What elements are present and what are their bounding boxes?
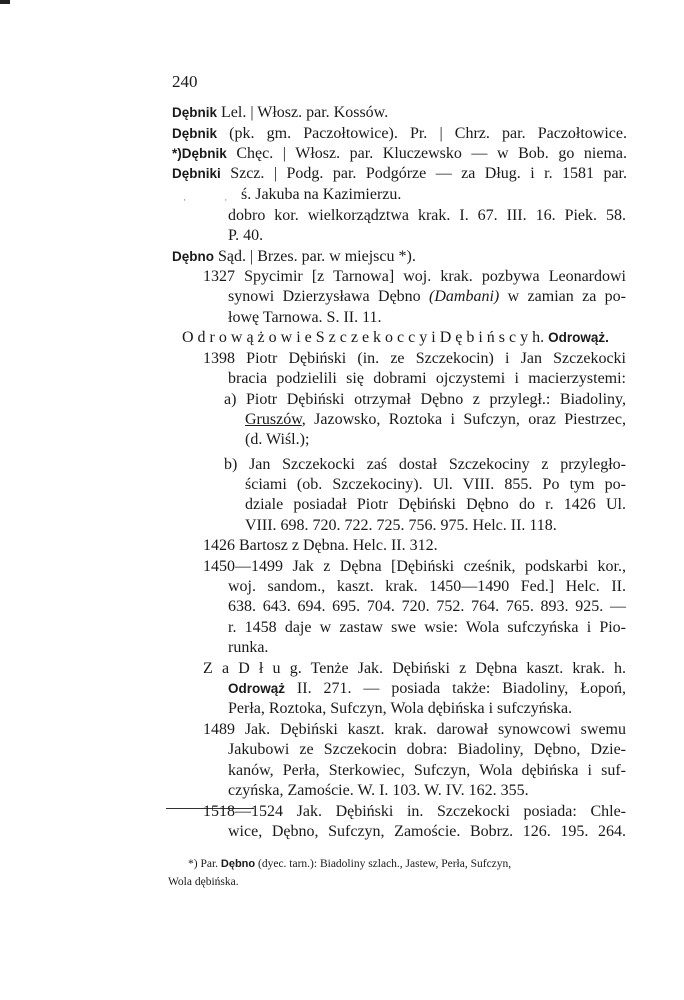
- entry-heading: Dębniki: [172, 166, 221, 181]
- text-run: kanów, Perła, Sterkowiec, Sufczyn, Wola dębińska i suf-: [228, 762, 626, 779]
- text-run: łowę Tarnowa. S. II. 11.: [228, 309, 382, 326]
- text-run: 638. 643. 694. 695. 704. 720. 752. 764. 765. 893. 925. —: [228, 598, 626, 615]
- body-line: [228, 619, 626, 637]
- text-run: Jakubowi ze Szczekocin dobra: Biadoliny, Dębno, Dzie-: [228, 741, 626, 758]
- text-run: Z a D ł u g. Tenże Jak. Dębiński z Dębna kaszt. krak. h.: [203, 660, 626, 677]
- body-line: [203, 268, 626, 286]
- text-run: (dyec. tarn.): Biadoliny szlach., Jastew, Perła, Sufczyn,: [255, 858, 512, 870]
- text-run: wice, Dębno, Sufczyn, Zamoście. Bobrz. 126. 195. 264.: [228, 823, 626, 840]
- text-run: Sąd. | Brzes. par. w miejscu *).: [214, 248, 416, 265]
- body-line: [203, 660, 626, 678]
- body-line: [182, 329, 609, 347]
- text-run: ś. Jakuba na Kazimierzu.: [241, 186, 402, 203]
- body-line: [228, 598, 626, 616]
- body-line: [203, 558, 626, 576]
- text-run: r. 1458 daje w zastaw swe wsie: Wola sufczyńska i Pio-: [228, 619, 626, 636]
- text-run: 1398 Piotr Dębiński (in. ze Szczekocin) i Jan Szczekocki: [203, 350, 626, 367]
- body-line: [172, 104, 388, 122]
- body-line: [228, 823, 626, 841]
- body-line: [172, 125, 627, 143]
- text-run: , Jazowsko, Roztoka i Sufczyn, oraz Piestrzec,: [301, 411, 626, 428]
- text-run: *) Par.: [188, 858, 221, 870]
- text-run: (d. Wiśl.);: [245, 431, 310, 448]
- body-line: [228, 700, 572, 718]
- text-run: VIII. 698. 720. 722. 725. 756. 975. Helc. II. 118.: [245, 517, 557, 534]
- text-run: P. 40.: [228, 227, 264, 244]
- body-line: [228, 309, 382, 327]
- body-line: [228, 288, 626, 306]
- ornament-dots: · ·: [183, 195, 246, 205]
- text-run: II. 271. — posiada także: Biadoliny, Łopoń,: [285, 680, 626, 697]
- body-line: [224, 391, 626, 409]
- underlined-text: Gruszów: [245, 411, 302, 428]
- text-run: woj. sandom., kaszt. krak. 1450—1490 Fed.] Helc. II.: [228, 578, 626, 595]
- body-line: [228, 227, 263, 245]
- body-line: [203, 721, 626, 739]
- entry-heading: Dębno: [172, 249, 214, 264]
- entry-heading: Odrowąż.: [548, 330, 609, 345]
- text-run: Chęc. | Włosz. par. Kluczewsko — w Bob. go niema.: [226, 145, 627, 162]
- body-line: [172, 248, 416, 266]
- body-line: [228, 639, 268, 657]
- text-run: 1489 Jak. Dębiński kaszt. krak. darował synowcowi swemu: [203, 721, 626, 738]
- body-line: [228, 578, 626, 596]
- footnote-line: [168, 876, 239, 888]
- text-run: Lel. | Włosz. par. Kossów.: [217, 104, 389, 121]
- entry-heading: Dębno: [220, 858, 256, 870]
- body-line: [203, 350, 626, 368]
- body-line: [172, 165, 627, 183]
- page-edge-mark: [0, 0, 10, 4]
- text-run: dziale posiadał Piotr Dębiński Dębno do r. 1426 Ul.: [245, 496, 626, 513]
- text-run: 1426 Bartosz z Dębna. Helc. II. 312.: [203, 537, 438, 554]
- text-run: runka.: [228, 639, 269, 656]
- text-run: synowi Dzierzysława Dębno: [228, 288, 430, 305]
- body-line: [203, 803, 626, 821]
- text-run: b) Jan Szczekocki zaś dostał Szczekociny z przyległo-: [224, 456, 626, 473]
- text-run: Perła, Roztoka, Sufczyn, Wola dębińska i sufczyńska.: [228, 700, 573, 717]
- body-line: [245, 431, 309, 449]
- body-line: [228, 762, 626, 780]
- text-run: czyńska, Zamoście. W. I. 103. W. IV. 162. 355.: [228, 782, 529, 799]
- text-run: Wola dębińska.: [168, 876, 239, 888]
- text-run: O d r o w ą ż o w i e S z c z e k o c c y i D ę b i ń s c y h.: [182, 329, 549, 346]
- body-line: [241, 186, 401, 204]
- body-line: [228, 782, 529, 800]
- body-line: [245, 496, 626, 514]
- body-line: [245, 517, 557, 535]
- text-run: a) Piotr Dębiński otrzymał Dębno z przyległ.: Biadoliny,: [224, 391, 626, 408]
- body-line: [228, 370, 626, 388]
- text-run: 1450—1499 Jak z Dębna [Dębiński cześnik, podskarbi kor.,: [203, 558, 626, 575]
- entry-heading: Dębnik: [172, 126, 218, 141]
- entry-heading: Odrowąż: [228, 681, 286, 696]
- page-number: 240: [172, 72, 198, 91]
- body-line: [228, 741, 626, 759]
- body-line: [203, 537, 438, 555]
- body-line: [245, 411, 626, 429]
- footnote-line: [188, 858, 626, 870]
- body-line: [224, 456, 626, 474]
- body-line: [245, 476, 626, 494]
- body-line: [228, 207, 626, 225]
- text-run: dobro kor. wielkorządztwa krak. I. 67. III. 16. Piek. 58.: [228, 207, 626, 224]
- text-run: (pk. gm. Paczołtowice). Pr. | Chrz. par. Paczołtowice.: [217, 125, 627, 142]
- text-run: 1518—1524 Jak. Dębiński in. Szczekocki posiada: Chle-: [203, 803, 626, 820]
- text-run: ściami (ob. Szczekociny). Ul. VIII. 855. Po tym po-: [245, 476, 626, 493]
- text-run: w zamian za po-: [499, 288, 627, 305]
- italic-text: (Dambani): [429, 288, 500, 305]
- body-line: [228, 680, 626, 698]
- text-run: bracia podzielili się dobrami ojczystemi i macierzystemi:: [228, 370, 626, 387]
- text-run: 1327 Spycimir [z Tarnowa] woj. krak. pozbywa Leonardowi: [203, 268, 626, 285]
- text-run: Szcz. | Podg. par. Podgórze — za Dług. i r. 1581 par.: [220, 165, 627, 182]
- body-line: [172, 145, 627, 163]
- entry-heading: *)Dębnik: [172, 146, 227, 161]
- entry-heading: Dębnik: [172, 105, 218, 120]
